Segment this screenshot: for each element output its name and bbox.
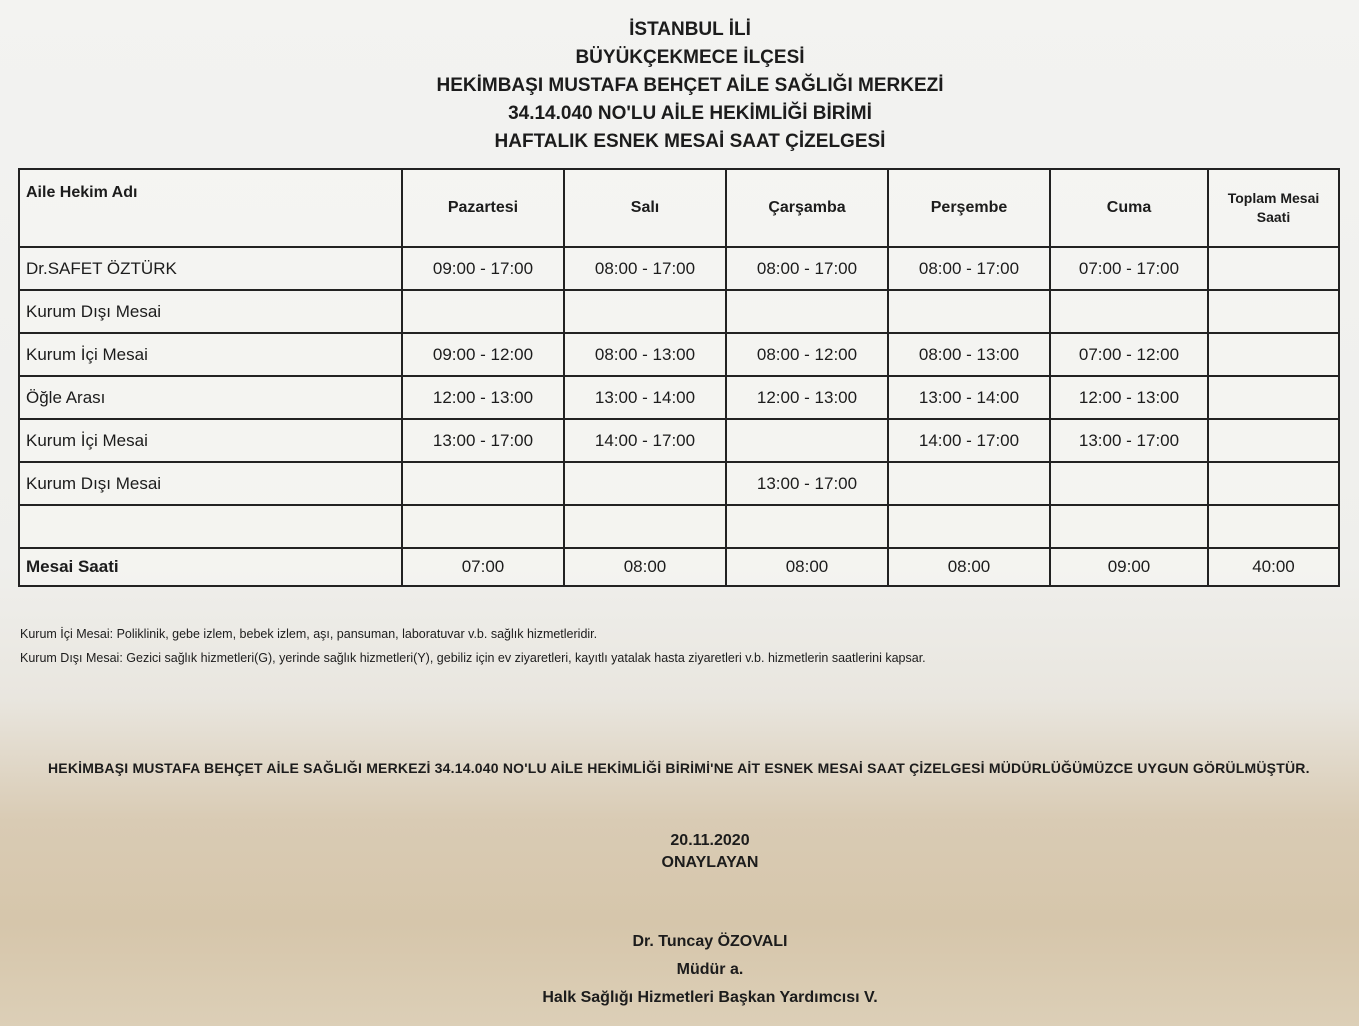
header-unit: 34.14.040 NO'LU AİLE HEKİMLİĞİ BİRİMİ — [508, 103, 872, 124]
table-cell — [1050, 462, 1208, 505]
note-kurum-ici — [20, 622, 926, 646]
table-cell: 08:00 - 17:00 — [726, 247, 888, 290]
note-text: Poliklinik, gebe izlem, bebek izlem, aşı, pansuman, laboratuvar v.b. sağlık hizmetleridir. — [116, 627, 598, 641]
signatory-name: Dr. Tuncay ÖZOVALI — [632, 933, 788, 950]
table-cell — [564, 505, 726, 548]
note-text: Gezici sağlık hizmetleri(G), yerinde sağlık hizmetleri(Y), gebiliz için ev ziyaretleri, kayıtlı yatalak hasta ziyaretleri v.b. hizmetlerin saatlerini kapsar. — [126, 651, 926, 665]
row-label: Öğle Arası — [19, 376, 402, 419]
note-term: Kurum Dışı Mesai: — [20, 651, 123, 665]
day-header-thursday: Perşembe — [888, 169, 1050, 247]
row-label: Kurum İçi Mesai — [19, 333, 402, 376]
table-cell: 07:00 - 12:00 — [1050, 333, 1208, 376]
signatory-title: Halk Sağlığı Hizmetleri Başkan Yardımcısı V. — [542, 989, 878, 1006]
name-column-header: Aile Hekim Adı — [19, 169, 402, 247]
footer-value: 08:00 — [726, 548, 888, 586]
table-cell: 13:00 - 17:00 — [1050, 419, 1208, 462]
day-header-wednesday: Çarşamba — [726, 169, 888, 247]
approval-date: 20.11.2020 — [670, 832, 750, 849]
table-cell — [1208, 333, 1339, 376]
table-cell — [888, 505, 1050, 548]
approved-by-label: ONAYLAYAN — [661, 854, 759, 871]
header-health-center: HEKİMBAŞI MUSTAFA BEHÇET AİLE SAĞLIĞI MERKEZİ — [436, 75, 944, 96]
table-cell: 08:00 - 17:00 — [888, 247, 1050, 290]
table-cell — [402, 290, 564, 333]
table-cell: 13:00 - 17:00 — [402, 419, 564, 462]
approval-date-block — [560, 830, 860, 874]
table-cell: 12:00 - 13:00 — [726, 376, 888, 419]
day-header-monday: Pazartesi — [402, 169, 564, 247]
table-cell: 09:00 - 17:00 — [402, 247, 564, 290]
row-label: Dr.SAFET ÖZTÜRK — [19, 247, 402, 290]
row-label — [19, 505, 402, 548]
table-row — [19, 419, 1339, 462]
footer-value: 08:00 — [888, 548, 1050, 586]
table-cell — [1208, 419, 1339, 462]
approval-statement: HEKİMBAŞI MUSTAFA BEHÇET AİLE SAĞLIĞI MERKEZİ 34.14.040 NO'LU AİLE HEKİMLİĞİ BİRİMİ'NE AİT ESNEK MESAİ SAAT ÇİZELGESİ MÜDÜRLÜĞÜMÜZCE UYGUN GÖRÜLMÜŞTÜR. — [48, 760, 1310, 776]
table-row — [19, 247, 1339, 290]
signatory-block — [470, 928, 950, 1012]
table-cell — [726, 505, 888, 548]
table-cell: 13:00 - 14:00 — [888, 376, 1050, 419]
table-cell: 08:00 - 13:00 — [564, 333, 726, 376]
note-term: Kurum İçi Mesai: — [20, 627, 114, 641]
table-cell: 12:00 - 13:00 — [1050, 376, 1208, 419]
total-hours-header: Toplam Mesai Saati — [1208, 169, 1339, 247]
table-cell: 14:00 - 17:00 — [564, 419, 726, 462]
table-cell — [1050, 505, 1208, 548]
table-cell — [1208, 247, 1339, 290]
schedule-table — [18, 168, 1340, 587]
table-cell — [1208, 505, 1339, 548]
table-header-row — [19, 169, 1339, 247]
header-district: BÜYÜKÇEKMECE İLÇESİ — [575, 47, 805, 68]
note-kurum-disi — [20, 646, 926, 670]
table-cell: 07:00 - 17:00 — [1050, 247, 1208, 290]
row-label: Kurum Dışı Mesai — [19, 290, 402, 333]
table-cell — [564, 290, 726, 333]
notes-section — [20, 622, 926, 670]
table-cell: 13:00 - 17:00 — [726, 462, 888, 505]
table-cell — [888, 290, 1050, 333]
footer-total-value: 40:00 — [1208, 548, 1339, 586]
table-cell: 12:00 - 13:00 — [402, 376, 564, 419]
table-row — [19, 333, 1339, 376]
row-label: Kurum İçi Mesai — [19, 419, 402, 462]
table-cell: 08:00 - 13:00 — [888, 333, 1050, 376]
table-cell: 08:00 - 12:00 — [726, 333, 888, 376]
header-province: İSTANBUL İLİ — [629, 19, 751, 40]
table-cell — [402, 505, 564, 548]
table-row — [19, 505, 1339, 548]
header-title: HAFTALIK ESNEK MESAİ SAAT ÇİZELGESİ — [494, 131, 886, 152]
table-cell — [1208, 376, 1339, 419]
day-header-friday: Cuma — [1050, 169, 1208, 247]
table-cell: 14:00 - 17:00 — [888, 419, 1050, 462]
footer-value: 07:00 — [402, 548, 564, 586]
footer-value: 09:00 — [1050, 548, 1208, 586]
table-cell — [888, 462, 1050, 505]
table-cell — [402, 462, 564, 505]
table-row — [19, 290, 1339, 333]
document-header — [380, 16, 1000, 156]
day-header-tuesday: Salı — [564, 169, 726, 247]
table-cell — [1208, 290, 1339, 333]
table-cell — [726, 419, 888, 462]
table-cell — [564, 462, 726, 505]
table-cell — [726, 290, 888, 333]
table-row — [19, 376, 1339, 419]
table-cell: 08:00 - 17:00 — [564, 247, 726, 290]
signatory-role: Müdür a. — [676, 961, 744, 978]
table-cell: 13:00 - 14:00 — [564, 376, 726, 419]
total-hours-row — [19, 548, 1339, 586]
footer-value: 08:00 — [564, 548, 726, 586]
row-label: Kurum Dışı Mesai — [19, 462, 402, 505]
table-cell — [1208, 462, 1339, 505]
table-cell: 09:00 - 12:00 — [402, 333, 564, 376]
footer-label: Mesai Saati — [19, 548, 402, 586]
table-cell — [1050, 290, 1208, 333]
table-row — [19, 462, 1339, 505]
